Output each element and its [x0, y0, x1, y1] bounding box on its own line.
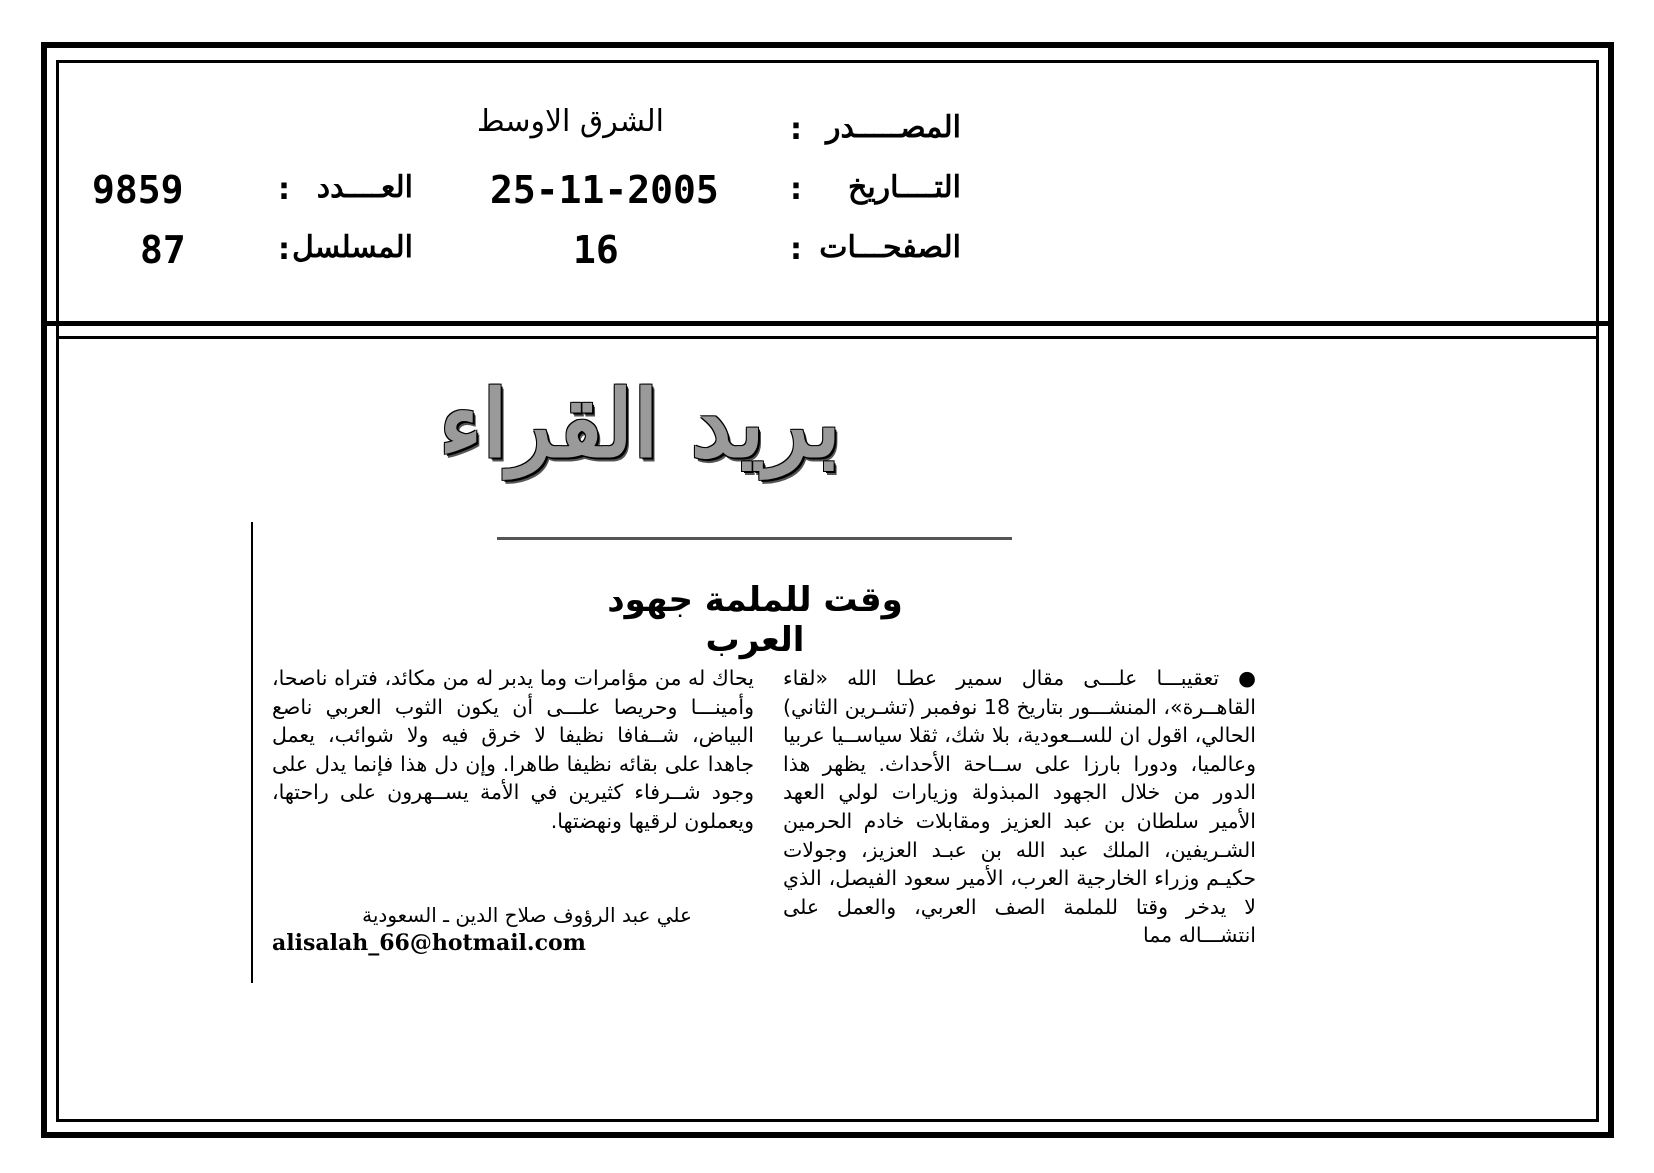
serial-value: 87	[140, 228, 186, 272]
pages-value: 16	[573, 228, 619, 272]
masthead-rule	[497, 537, 1012, 540]
article-body-left: يحاك له من مؤامرات وما يدبر له من مكائد، فتراه ناصحا، وأمينـــا وحريصا علـــى أن يكون الثوب العربي ناصع البياض، شــفافا نظيفا لا خرق فيه ولا شوائب، يعمل جاهدا على بقائه نظيفا طاهرا. وإن دل هذا فإنما يدل على وجود شــرفاء كثيرين في الأمة يســهرون على راحتها، ويعملون لرقيها ونهضتها.	[272, 666, 754, 833]
section-masthead: بريد القراء	[438, 370, 841, 478]
date-value: 25-11-2005	[490, 168, 719, 212]
issue-value: 9859	[92, 168, 184, 212]
author-signature: علي عبد الرؤوف صلاح الدين ـ السعودية	[362, 903, 692, 927]
pages-colon: :	[790, 232, 802, 267]
source-value: الشرق الاوسط	[476, 104, 664, 139]
article-headline: وقت للملمة جهود العرب	[607, 580, 903, 660]
source-label: المصـــــدر	[825, 110, 961, 145]
pages-label: الصفحـــات	[819, 230, 961, 265]
issue-label: العــــدد	[316, 170, 413, 205]
column-rule	[251, 522, 253, 983]
article-column-right	[783, 664, 1256, 950]
source-colon: :	[790, 112, 802, 147]
header-divider-thin	[56, 336, 1599, 339]
article-body-right: ● تعقيبـــا علـــى مقال سمير عطـا الله «لقاء القاهــرة»، المنشـــور بتاريخ 18 نوفمبر (تشـرين الثاني) الحالي، اقول ان للســعودية، بلا شك، ثقلا سياســيا عربيا وعالميا، ودورا بارزا على ســاحة الأحداث. يظهر هذا الدور من خلال الجهود المبذولة وزيارات لولي العهد الأمير سلطان بن عبد العزيز ومقابلات خادم الحرمين الشـريفين، الملك عبد الله بن عبـد العزيز، وجولات حكيـم وزراء الخارجية العرب، الأمير سعود الفيصل، الذي لا يدخر وقتا للملمة الصف العربي، والعمل على انتشـــاله مما	[783, 666, 1257, 948]
date-colon: :	[790, 172, 802, 207]
issue-colon: :	[278, 172, 290, 207]
header-divider-thick	[47, 321, 1608, 326]
serial-label: المسلسل	[292, 230, 413, 265]
serial-colon: :	[278, 232, 290, 267]
date-label: التــــاريخ	[847, 170, 961, 205]
author-email: alisalah_66@hotmail.com	[272, 930, 586, 956]
article-column-left	[272, 664, 754, 836]
